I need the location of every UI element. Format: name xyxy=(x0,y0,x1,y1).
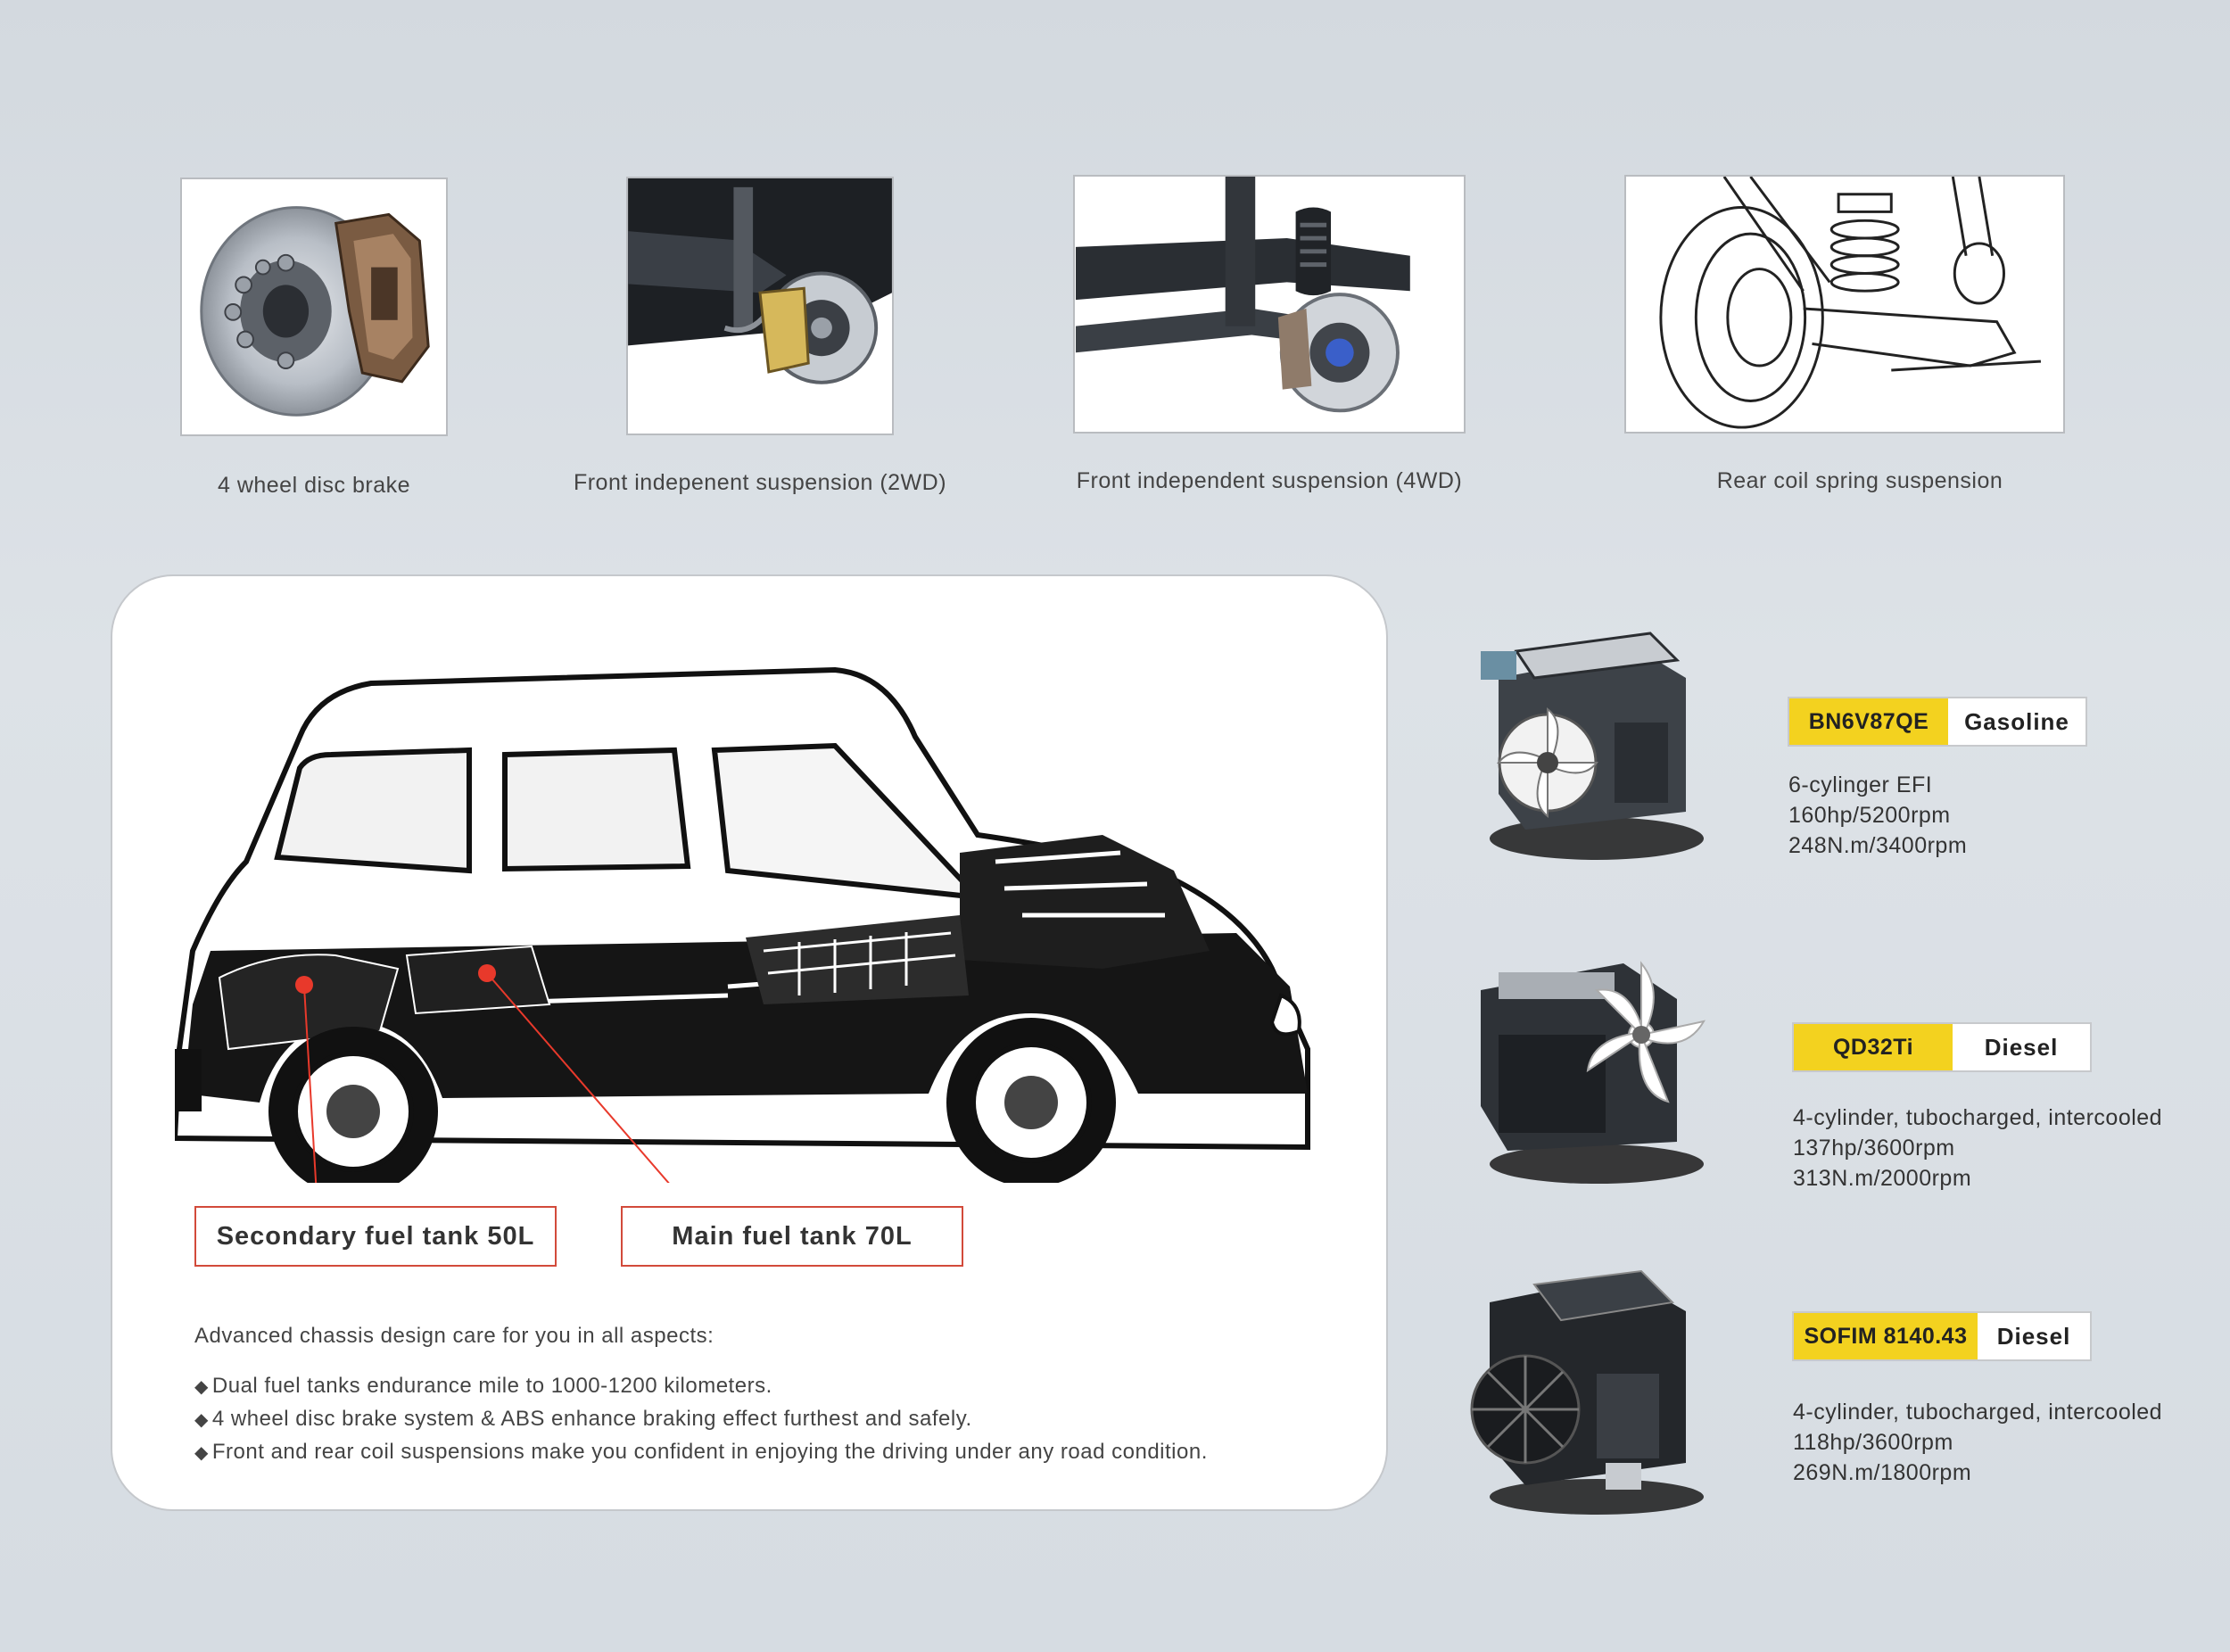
engine-badge-bn6v87qe xyxy=(1788,697,2087,747)
front-suspension-4wd-photo xyxy=(1073,175,1466,434)
engine-model: QD32Ti xyxy=(1794,1024,1953,1070)
engine-sofim-photo xyxy=(1463,1267,1713,1516)
disc-brake-photo xyxy=(180,178,448,436)
spec-line: 137hp/3600rpm xyxy=(1793,1136,1955,1161)
engine-specs-sofim xyxy=(1793,1397,2162,1488)
feature-item: ◆ Front and rear coil suspensions make you confident in enjoying the driving under any road condition. xyxy=(194,1436,1208,1469)
chassis-intro: Advanced chassis design care for you in all aspects: xyxy=(194,1324,714,1348)
spec-line: 160hp/5200rpm xyxy=(1788,803,1951,828)
engine-badge-sofim xyxy=(1792,1311,2092,1361)
main-tank-marker xyxy=(478,964,496,982)
rear-coil-spring-drawing xyxy=(1624,175,2065,434)
spec-line: 248N.m/3400rpm xyxy=(1788,833,1968,858)
chassis-feature-list xyxy=(194,1370,1208,1469)
engine-badge-qd32ti xyxy=(1792,1022,2092,1072)
engine-model: BN6V87QE xyxy=(1789,698,1948,745)
engine-fuel-type: Diesel xyxy=(1953,1024,2090,1070)
spec-line: 6-cylinger EFI xyxy=(1788,772,1933,797)
front-suspension-2wd-photo xyxy=(626,177,894,435)
secondary-tank-marker xyxy=(295,976,313,994)
caption-front-suspension-4wd: Front independent suspension (4WD) xyxy=(1076,468,1463,493)
engine-qd32ti-photo xyxy=(1463,937,1713,1186)
main-fuel-tank-label: Main fuel tank 70L xyxy=(621,1206,963,1267)
engine-specs-qd32ti xyxy=(1793,1103,2162,1194)
chassis-panel xyxy=(111,574,1388,1511)
engine-model: SOFIM 8140.43 xyxy=(1794,1313,1978,1359)
caption-disc-brake: 4 wheel disc brake xyxy=(217,473,411,498)
spec-line: 118hp/3600rpm xyxy=(1793,1430,1953,1455)
feature-item: ◆ Dual fuel tanks endurance mile to 1000-1200 kilometers. xyxy=(194,1370,1208,1403)
vehicle-cutaway-drawing xyxy=(175,630,1361,1183)
spec-line: 313N.m/2000rpm xyxy=(1793,1166,1972,1191)
spec-line: 4-cylinder, tubocharged, intercooled xyxy=(1793,1400,2163,1425)
engine-bn6v87qe-photo xyxy=(1463,615,1713,865)
engine-specs-bn6v87qe xyxy=(1788,770,1967,861)
caption-front-suspension-2wd: Front indepenent suspension (2WD) xyxy=(573,470,947,495)
engine-fuel-type: Gasoline xyxy=(1948,698,2085,745)
caption-rear-coil-spring: Rear coil spring suspension xyxy=(1716,468,2003,493)
spec-line: 4-cylinder, tubocharged, intercooled xyxy=(1793,1105,2163,1130)
feature-item: ◆ 4 wheel disc brake system & ABS enhance braking effect furthest and safely. xyxy=(194,1403,1208,1436)
secondary-fuel-tank-label: Secondary fuel tank 50L xyxy=(194,1206,557,1267)
spec-line: 269N.m/1800rpm xyxy=(1793,1460,1972,1485)
engine-fuel-type: Diesel xyxy=(1978,1313,2090,1359)
